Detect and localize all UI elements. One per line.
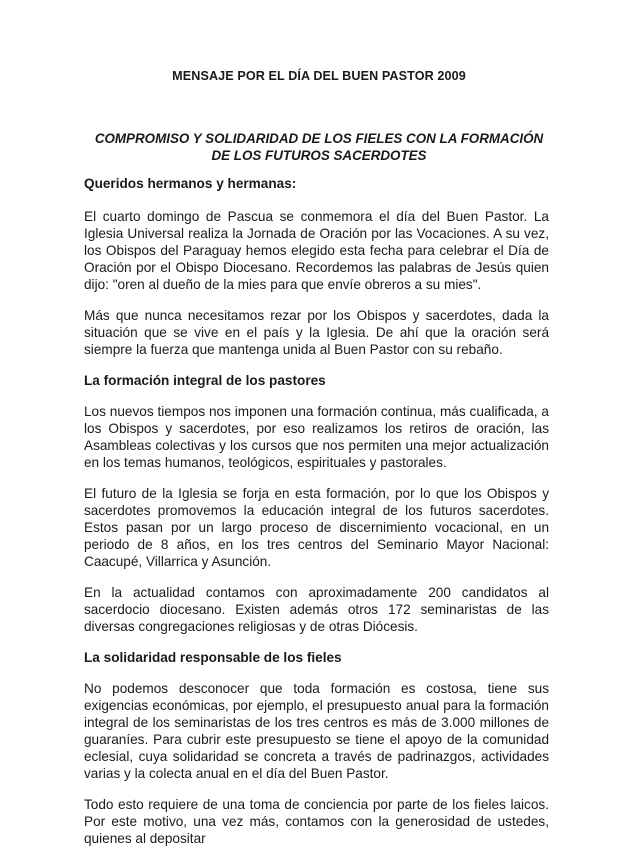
paragraph-formacion-3: En la actualidad contamos con aproximadamente 200 candidatos al sacerdocio diocesano. Existen además otros 172 seminaristas de las diversas congregaciones religiosas y de otras Diócesis.: [84, 585, 549, 634]
document-title: MENSAJE POR EL DÍA DEL BUEN PASTOR 2009: [172, 69, 466, 83]
paragraph-intro-1: El cuarto domingo de Pascua se conmemora el día del Buen Pastor. La Iglesia Universal realiza la Jornada de Oración por las Vocaciones. A su vez, los Obispos del Paraguay hemos elegido esta fecha para celebrar el Día de Oración por el Obispo Diocesano. Recordemos las palabras de Jesús quien dijo: "oren al dueño de la mies para que envíe obreros a su mies".: [84, 209, 549, 292]
document-body: [84, 175, 549, 861]
paragraph-solidaridad-1: No podemos desconocer que toda formación es costosa, tiene sus exigencias económicas, por ejemplo, el presupuesto anual para la formación integral de los seminaristas de los tres centros es más de 3.000 millones de guaraníes. Para cubrir este presupuesto se tiene el apoyo de la comunidad eclesial, cuya solidaridad se concreta a través de padrinazgos, actividades varias y la colecta anual en el día del Buen Pastor.: [84, 681, 549, 781]
section-heading-formacion: La formación integral de los pastores: [84, 373, 326, 388]
greeting: Queridos hermanos y hermanas:: [84, 176, 297, 191]
paragraph-formacion-1: Los nuevos tiempos nos imponen una formación continua, más cualificada, a los Obispos y sacerdotes, por eso realizamos los retiros de oración, las Asambleas colectivas y los cursos que nos permiten una mejor actualización en los temas humanos, teológicos, espirituales y pastorales.: [84, 404, 549, 470]
document-subtitle: COMPROMISO Y SOLIDARIDAD DE LOS FIELES CON LA FORMACIÓN DE LOS FUTUROS SACERDOTES: [94, 131, 544, 163]
paragraph-formacion-2: El futuro de la Iglesia se forja en esta formación, por lo que los Obispos y sacerdotes promovemos la educación integral de los futuros sacerdotes. Estos pasan por un largo proceso de discernimiento vocacional, en un periodo de 8 años, en los tres centros del Seminario Mayor Nacional: Caacupé, Villarrica y Asunción.: [84, 486, 549, 569]
section-heading-solidaridad: La solidaridad responsable de los fieles: [84, 650, 342, 665]
paragraph-solidaridad-2: Todo esto requiere de una toma de conciencia por parte de los fieles laicos. Por este motivo, una vez más, contamos con la generosidad de ustedes, quienes al depositar: [84, 797, 549, 846]
paragraph-intro-2: Más que nunca necesitamos rezar por los Obispos y sacerdotes, dada la situación que se vive en el país y la Iglesia. De ahí que la oración será siempre la fuerza que mantenga unida al Buen Pastor con su rebaño.: [84, 308, 549, 357]
